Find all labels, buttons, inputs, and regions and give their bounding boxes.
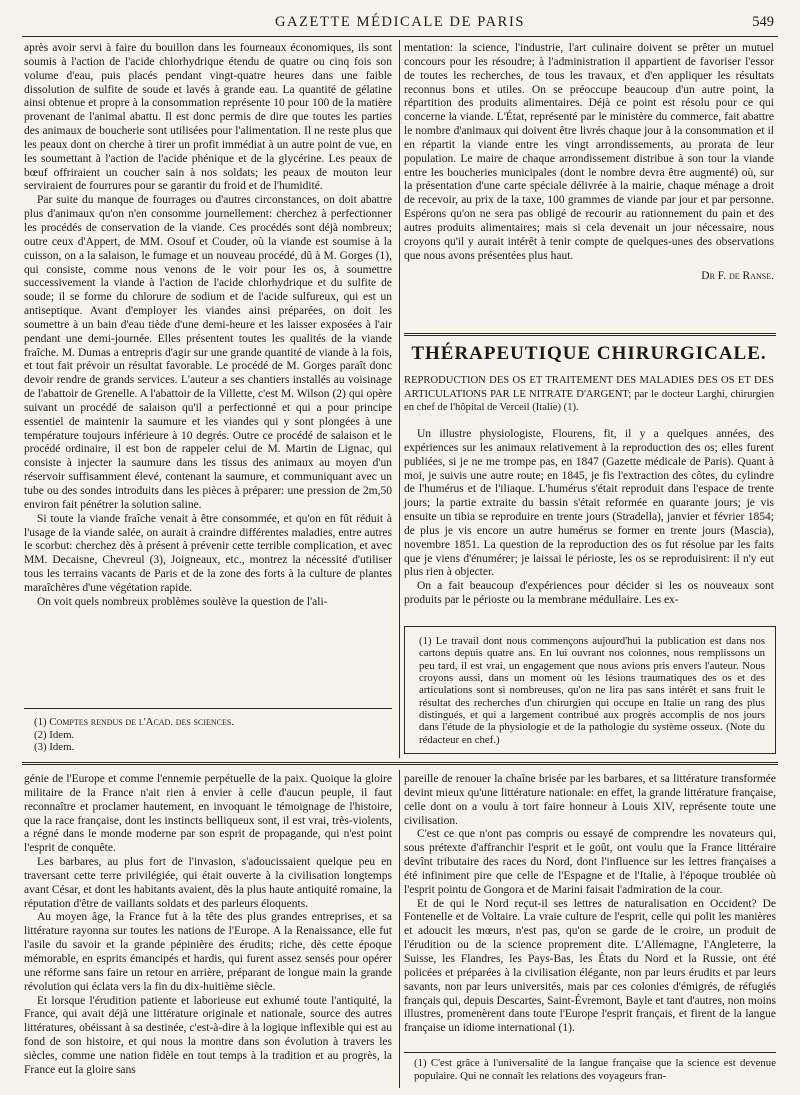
footnote: (1) Comptes rendus de l'Acad. des sciences. [34, 716, 235, 728]
footnote: (1) C'est grâce à l'universalité de la langue française que la science est devenue populaire. Qui ne connaît les relations des voyageurs fran- [414, 1057, 776, 1082]
article-heading: REPRODUCTION DES OS ET TRAITEMENT DES MALADIES DES OS ET DES ARTICULATIONS PAR LE NITRATE D'ARGENT; par le docteur Larghi, chirurgien en chef de l'hôpital de Verceil (Italie) (1). [404, 375, 774, 414]
section-title: THÉRAPEUTIQUE CHIRURGICALE. [411, 343, 767, 364]
newspaper-title: GAZETTE MÉDICALE DE PARIS [274, 14, 526, 30]
article-body [404, 428, 774, 616]
paragraph: Au moyen âge, la France fut à la tête des plus grandes entreprises, et sa littérature rayonna sur toutes les nations de l'Europe. A la Renaissance, elle fut l'asile du savoir et la grande pépinière des érudits; riche, dès cette époque mémorable, en esprits émancipés et hardis, qui furent assez sensés pour opérer une réforme sans faire un retour en arrière, préparant de longue main la grande révolution qui éclata vers la fin du dix-huitième siècle. [24, 911, 392, 993]
feuilleton-footnote [414, 1057, 776, 1091]
paragraph: Et lorsque l'érudition patiente et laborieuse eut exhumé toute l'antiquité, la France, qui avait déjà une littérature originale et nationale, source des autres littératures, obéissant à sa destinée, c'est-à-dire à la logique inflexible qui est au fond de son histoire, et qui nous la montre dans son évolution à travers les siècles, comme une nation fidèle en tout temps à la tradition et au progrès, la France eut la gloire sans [24, 994, 392, 1076]
paragraph: Par suite du manque de fourrages ou d'autres circonstances, on doit abattre plus d'animaux qu'on n'en consomme journellement: cherchez à perfectionner les procédés de conservation de la viande. Ces procédés sont déjà nombreux; outre ceux d'Appert, de MM. Osouf et Couder, où la viande est soumise à la cuisson, on a la salaison, le fumage et un nouveau procédé, dû à M. Gorges (1), qui consiste, comme nous venons de le voir pour les os, à soumettre successivement la viande à l'action de l'acide chlorhydrique et du sulfite de soude; il se forme du chlorure de sodium et de l'acide sulfureux, qui est un antiseptique. Avant d'employer les viandes ainsi préparées, on doit les soumettre à un bain d'eau tiède d'une demi-heure et les laisser exposées à l'air pendant une demi-journée. Elles présentent toutes les qualités de la viande fraîche. M. Dumas a entrepris d'agir sur une grande quantité de viande à la fois, et tout fait prévoir un résultat favorable. Le procédé de M. Gorges paraît donc devoir rendre de grands services. L'auteur a ses chantiers installés au voisinage de l'abattoir de Grenelle. A l'abattoir de la Villette, c'est M. Wilson (2) qui opère suivant un procédé de salaison qu'il a perfectionné et qui a pour principe essentiel de maintenir la saumure et les viandes qui y sont plongées à une température toujours inférieure à 10 degrés. Outre ce procédé de salaison et le procédé ordinaire, il est bon de rappeler celui de M. Martin de Lignac, qui consiste à injecter la saumure dans les tissus des animaux au moyen d'un réservoir suffisamment élevé, contenant la saumure, et communiquant avec un tube ou des sondes introduits dans les pièces à préparer: une pression de 2m,50 environ fait pénétrer la solution saline. [24, 194, 392, 511]
paragraph: Et de qui le Nord reçut-il ses lettres de naturalisation en Occident? De Fontenelle et de Voltaire. La vraie culture de l'esprit, celle qui polit les manières et adoucit les mœurs, n'est pas, qu'on se garde de le croire, un produit de l'érudition ou de la science proprement dite. L'Allemagne, l'Angleterre, la Suisse, les Flandres, les Pays-Bas, les États du Nord et la Russie, ont été policées et préparées à la civilisation élégante, non par leurs érudits et par leurs savants, non par leurs universités, mais par ces colonies d'émigrés, de réfugiés français qui, depuis Descartes, Saint-Évremont, Bayle et tant d'autres, non moins illustres, promenèrent dans toute l'Europe l'esprit français, et firent de la langue française un idiome international (1). [404, 897, 776, 1035]
feuilleton-divider [399, 770, 400, 1088]
feuilleton-rule [22, 762, 778, 765]
paragraph: On voit quels nombreux problèmes soulève la question de l'ali- [37, 595, 328, 608]
column-divider [399, 40, 400, 758]
footnote-rule [24, 708, 392, 709]
left-footnotes [34, 716, 390, 758]
right-column-top [404, 42, 774, 330]
footnote-rule [404, 1052, 776, 1053]
paragraph: génie de l'Europe et comme l'ennemie perpétuelle de la paix. Quoique la gloire militaire de la France n'ait rien à envier à celle d'aucun peuple, il faut reconnaître et proclamer hautement, en invoquant le témoignage de l'histoire, que la race française, dont les instincts belliqueux sont, il est vrai, très-violents, a régné dans le monde moderne par son esprit de propagande, qui n'est point l'esprit de conquête. [24, 773, 392, 855]
paragraph: On a fait beaucoup d'expériences pour décider si les os nouveaux sont produits par le périoste ou la membrane médullaire. Les ex- [404, 580, 774, 607]
section-rule [404, 333, 776, 336]
header-rule [22, 36, 778, 37]
left-column [24, 42, 392, 700]
paragraph: C'est ce que n'ont pas compris ou essayé de comprendre les novateurs qui, sous prétexte d'affranchir l'esprit et le goût, ont voulu que la France littéraire devînt tributaire des races du Nord, dont l'influence sur les lettres françaises a été infiniment pire que celle de l'Espagne et de l'Italie, à l'époque troublée où l'esprit pointu de Gongora et de Marini faisait l'admiration de la cour. [404, 828, 776, 896]
paragraph: après avoir servi à faire du bouillon dans les fourneaux économiques, ils sont soumis à l'action de l'acide chlorhydrique étendu de quatre ou cinq fois son volume d'eau, puis placés pendant vingt-quatre heures dans une faible dissolution de sulfite de soude et lavés à grande eau. La quantité de gélatine ainsi obtenue et propre à la consommation représente 10 pour 100 de la matière provenant de l'animal abattu. Il est donc permis de dire que toutes les parties des animaux de boucherie sont utilisées pour l'alimentation. Il ne reste plus que les peaux dont on cherche à tirer un profit immédiat à un autre point de vue, en les soumettant à l'action de l'acide phénique et de la glycérine. Les peaux de bœuf offriraient un coucher sain à nos soldats; les peaux de mouton leur serviraient de fourrures pour se garantir du froid et de l'humidité. [24, 42, 392, 193]
page-number: 549 [752, 14, 774, 30]
feuilleton-left [24, 773, 392, 1089]
paragraph: mentation: la science, l'industrie, l'art culinaire doivent se prêter un mutuel concours pour les résoudre; à l'administration il appartient de favoriser l'essor de toutes les recherches, de tous les travaux, et d'en appliquer les résultats reconnus bons et utiles. On se préoccupe beaucoup d'un autre point, la répartition des produits alimentaires. Déjà ce point est résolu pour ce qui concerne la viande. L'État, représenté par le ministère du commerce, fait abattre le nombre d'animaux qui doivent être livrés chaque jour à la consommation et il en répartit la viande entre les vingt arrondissements, au prorata de leur population. Le maire de chaque arrondissement distribue à son tour la viande entre les boucheries municipales (dont le nombre devra être augmenté) où, sur la présentation d'une carte spéciale délivrée à la mairie, chaque ménage a droit de recevoir, au prix de la taxe, 100 grammes de viande par jour et par personne. Espérons qu'on ne sera pas obligé de recourir au rationnement du pain et des autres produits alimentaires; mais si cela devenait un jour nécessaire, nous croyons qu'il y aurait intérêt à tenir compte de quelques-unes des observations que nous avons présentées plus haut. [404, 42, 774, 262]
footnote: (3) Idem. [34, 741, 75, 753]
paragraph: Les barbares, au plus fort de l'invasion, s'adoucissaient quelque peu en traversant cette terre privilégiée, qui était ouverte à la civilisation longtemps avant César, et dont les habitants avaient, dès la plus haute antiquité romaine, la réputation d'être de vaillants soldats et des parleurs éloquents. [24, 856, 392, 910]
paragraph: pareille de renouer la chaîne brisée par les barbares, et sa littérature transformée devint mieux qu'une littérature nationale: en effet, la grande littérature française, celle dont on a voulu à tort faire honneur à Louis XIV, représente toute une civilisation. [404, 773, 776, 827]
feuilleton-right [404, 773, 776, 1035]
footnote: (2) Idem. [34, 728, 75, 741]
author-signature: Dr F. de Ranse. [701, 269, 774, 282]
paragraph: Si toute la viande fraîche venait à être consommée, et qu'on en fût réduit à l'usage de la viande salée, on aurait à craindre différentes maladies, entre autres le scorbut: cherchez dès à présent à prévenir cette terrible complication, et avec MM. Decaisne, Chevreul (3), Joigneaux, etc., montrez la nécessité d'utiliser tous les terrains vacants de Paris et de la zone des forts à la culture de plantes maraîchères d'une végétation rapide. [24, 512, 392, 594]
editor-note-box [404, 626, 776, 754]
editor-note: (1) Le travail dont nous commençons aujourd'hui la publication est dans nos cartons depuis quatre ans. En lui ouvrant nos colonnes, nous remplissons un peu tard, il est vrai, un engagement que nous avions pris envers l'auteur. Nous croyons aussi, dans un moment où les lésions traumatiques des os et des articulations sont si nombreuses, qu'on ne lira pas sans intérêt et sans fruit le résultat des recherches d'un chirurgien qui occupe en Italie un rang des plus distingués, et qui a largement contribué aux progrès accomplis de nos jours dans l'étude de la physiologie et de la pathologie du système osseux. (Note du rédacteur en chef.) [419, 635, 765, 746]
paragraph: Un illustre physiologiste, Flourens, fit, il y a quelques années, des expériences sur les animaux relativement à la reproduction des os; elles furent publiées, si je ne me trompe pas, en 1847 (Gazette médicale de Paris). Quant à moi, je suivis une autre route; en 1845, je fis l'extraction des côtes, du cylindre de l'humérus et de l'iliaque. L'humérus s'était reproduit dans l'espace de trente jours; la partie extraite du bassin s'était reformée en quarante jours; je vis ensuite un tibia se reproduire en trente jours (Stradella), janvier et février 1854; de plus je vis encore un autre humérus se former en trente jours (Mascia), novembre 1851. La question de la reproduction des os fut résolue par les faits que je viens d'énumérer; je laissai le périoste, les os se reproduisirent: il n'y eut plus rien à objecter. [404, 428, 774, 579]
